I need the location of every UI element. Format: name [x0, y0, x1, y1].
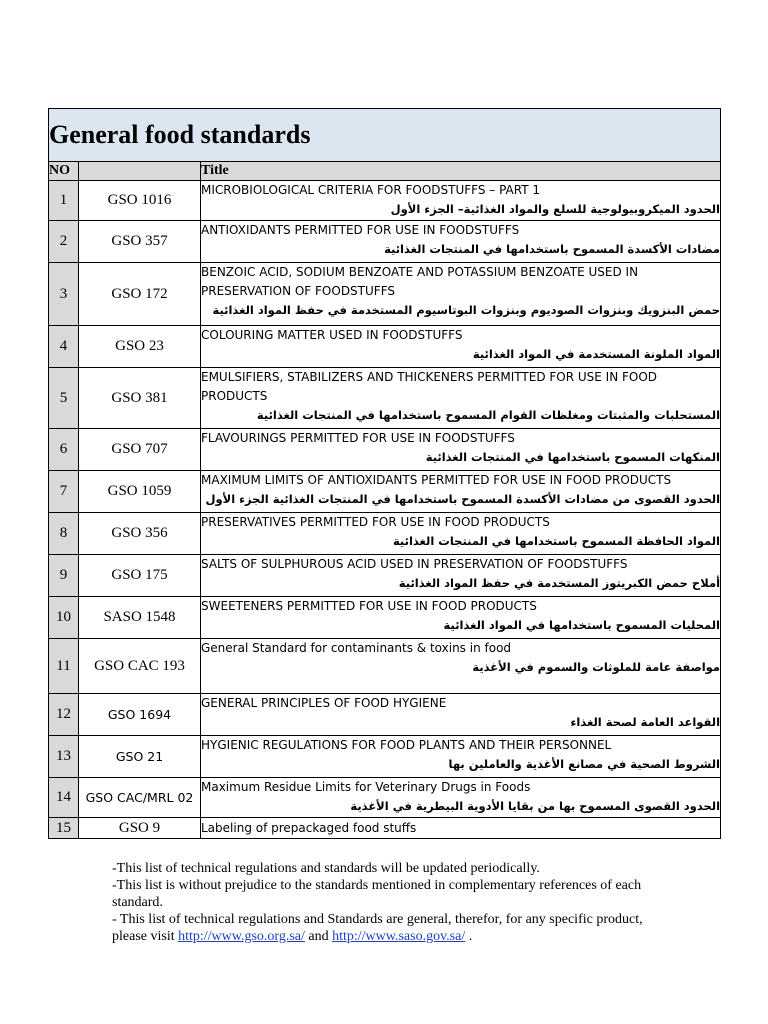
standards-document: [48, 108, 720, 839]
row-number: 13: [49, 736, 79, 778]
table-row: [49, 429, 721, 471]
standard-title-cell: [201, 597, 721, 639]
row-number: 12: [49, 694, 79, 736]
note-visit: [112, 911, 672, 945]
standard-title-cell: [201, 368, 721, 429]
standard-code: GSO 23: [79, 326, 201, 368]
column-header-title: Title: [201, 162, 721, 181]
title-english: FLAVOURINGS PERMITTED FOR USE IN FOODSTUFFS: [201, 431, 515, 445]
table-title-row: [49, 109, 721, 162]
title-english: General Standard for contaminants & toxins in food: [201, 641, 512, 655]
title-arabic: القواعد العامة لصحة الغذاء: [570, 715, 721, 729]
title-english: COLOURING MATTER USED IN FOODSTUFFS: [201, 328, 463, 342]
title-arabic: المستحلبات والمثبتات ومغلظات القوام المسموح باستخدامها في المنتجات الغذائية: [256, 408, 721, 422]
standard-code: GSO CAC/MRL 02: [79, 778, 201, 818]
title-arabic: المحليات المسموح باستخدامها في المواد الغذائية: [443, 618, 721, 632]
table-row: [49, 471, 721, 513]
table-row: [49, 368, 721, 429]
column-header-code: [79, 162, 201, 181]
title-arabic: الحدود القصوى المسموح بها من بقايا الأدوية البيطرية في الأغذية: [350, 799, 721, 813]
note-end: .: [465, 929, 473, 944]
title-english: SWEETENERS PERMITTED FOR USE IN FOOD PRODUCTS: [201, 599, 537, 613]
table-row: [49, 513, 721, 555]
standard-code: GSO CAC 193: [79, 639, 201, 694]
title-english: BENZOIC ACID, SODIUM BENZOATE AND POTASSIUM BENZOATE USED IN PRESERVATION OF FOODSTUFFS: [201, 265, 639, 298]
standard-code: GSO 21: [79, 736, 201, 778]
standard-code: GSO 9: [79, 818, 201, 839]
standard-title-cell: [201, 471, 721, 513]
title-arabic: الحدود القصوى من مضادات الأكسدة المسموح باستخدامها في المنتجات الغذائية الجزء الأول: [205, 492, 721, 506]
row-number: 1: [49, 181, 79, 221]
row-number: 4: [49, 326, 79, 368]
table-row: [49, 639, 721, 694]
standard-code: SASO 1548: [79, 597, 201, 639]
standard-title-cell: [201, 221, 721, 263]
note-prejudice: -This list is without prejudice to the standards mentioned in complementary references of each standard.: [112, 878, 642, 910]
row-number: 11: [49, 639, 79, 694]
saso-link[interactable]: http://www.saso.gov.sa/: [332, 929, 466, 944]
standards-table: [48, 108, 721, 839]
title-arabic: أملاح حمض الكبريتوز المستخدمة في حفظ المواد الغذائية: [398, 576, 721, 590]
standard-title-cell: [201, 639, 721, 694]
standard-title-cell: [201, 778, 721, 818]
row-number: 15: [49, 818, 79, 839]
standard-title-cell: [201, 181, 721, 221]
table-row: [49, 555, 721, 597]
title-english: SALTS OF SULPHUROUS ACID USED IN PRESERVATION OF FOODSTUFFS: [201, 557, 628, 571]
row-number: 3: [49, 263, 79, 326]
standard-code: GSO 1694: [79, 694, 201, 736]
table-row: [49, 221, 721, 263]
standard-code: GSO 707: [79, 429, 201, 471]
standard-code: GSO 357: [79, 221, 201, 263]
table-row: [49, 694, 721, 736]
standard-title-cell: [201, 694, 721, 736]
table-row: [49, 597, 721, 639]
note-update: -This list of technical regulations and standards will be updated periodically.: [112, 861, 540, 876]
gso-link[interactable]: http://www.gso.org.sa/: [178, 929, 305, 944]
standard-title-cell: [201, 818, 721, 839]
standard-title-cell: [201, 263, 721, 326]
table-row: [49, 181, 721, 221]
title-arabic: المواد الحافظة المسموح باستخدامها في المنتجات الغذائية: [392, 534, 721, 548]
row-number: 14: [49, 778, 79, 818]
standard-code: GSO 175: [79, 555, 201, 597]
title-english: MAXIMUM LIMITS OF ANTIOXIDANTS PERMITTED FOR USE IN FOOD PRODUCTS: [201, 473, 672, 487]
title-arabic: مضادات الأكسدة المسموح باستخدامها في المنتجات الغذائية: [384, 242, 721, 256]
title-english: ANTIOXIDANTS PERMITTED FOR USE IN FOODSTUFFS: [201, 223, 520, 237]
title-arabic: الحدود الميكروبيولوجية للسلع والمواد الغذائية– الجزء الأول: [390, 202, 721, 216]
row-number: 2: [49, 221, 79, 263]
row-number: 7: [49, 471, 79, 513]
title-english: MICROBIOLOGICAL CRITERIA FOR FOODSTUFFS – PART 1: [201, 183, 540, 197]
table-row: [49, 263, 721, 326]
column-header-no: NO: [49, 162, 79, 181]
title-english: Maximum Residue Limits for Veterinary Drugs in Foods: [201, 780, 531, 794]
title-english: GENERAL PRINCIPLES OF FOOD HYGIENE: [201, 696, 447, 710]
note-visit-text: - This list of technical regulations and Standards are general, therefor, for any specific product, please visit: [112, 912, 643, 944]
title-arabic: الشروط الصحية في مصانع الأغذية والعاملين بها: [448, 757, 721, 771]
standard-code: GSO 356: [79, 513, 201, 555]
footnotes: [112, 860, 672, 945]
title-english: Labeling of prepackaged food stuffs: [201, 820, 417, 835]
title-english: PRESERVATIVES PERMITTED FOR USE IN FOOD PRODUCTS: [201, 515, 550, 529]
title-arabic: المواد الملونة المستخدمة في المواد الغذائية: [472, 347, 721, 361]
column-header-row: [49, 162, 721, 181]
standard-code: GSO 172: [79, 263, 201, 326]
standard-title-cell: [201, 429, 721, 471]
table-row: [49, 736, 721, 778]
title-arabic: مواصفة عامة للملوثات والسموم في الأغذية: [472, 660, 721, 674]
title-arabic: المنكهات المسموح باستخدامها في المنتجات الغذائية: [425, 450, 721, 464]
standard-code: GSO 381: [79, 368, 201, 429]
table-row: [49, 778, 721, 818]
title-english: EMULSIFIERS, STABILIZERS AND THICKENERS PERMITTED FOR USE IN FOOD PRODUCTS: [201, 370, 658, 403]
standard-title-cell: [201, 555, 721, 597]
row-number: 5: [49, 368, 79, 429]
standard-title-cell: [201, 513, 721, 555]
row-number: 9: [49, 555, 79, 597]
table-row: [49, 326, 721, 368]
table-row: [49, 818, 721, 839]
title-arabic: حمض البنزويك وبنزوات الصوديوم وبنزوات البوتاسيوم المستخدمة في حفظ المواد الغذائية: [212, 303, 721, 317]
standard-code: GSO 1016: [79, 181, 201, 221]
standard-title-cell: [201, 326, 721, 368]
row-number: 6: [49, 429, 79, 471]
row-number: 8: [49, 513, 79, 555]
note-and: and: [304, 929, 333, 944]
row-number: 10: [49, 597, 79, 639]
title-english: HYGIENIC REGULATIONS FOR FOOD PLANTS AND THEIR PERSONNEL: [201, 738, 612, 752]
table-heading: General food standards: [49, 109, 721, 162]
standard-title-cell: [201, 736, 721, 778]
standard-code: GSO 1059: [79, 471, 201, 513]
